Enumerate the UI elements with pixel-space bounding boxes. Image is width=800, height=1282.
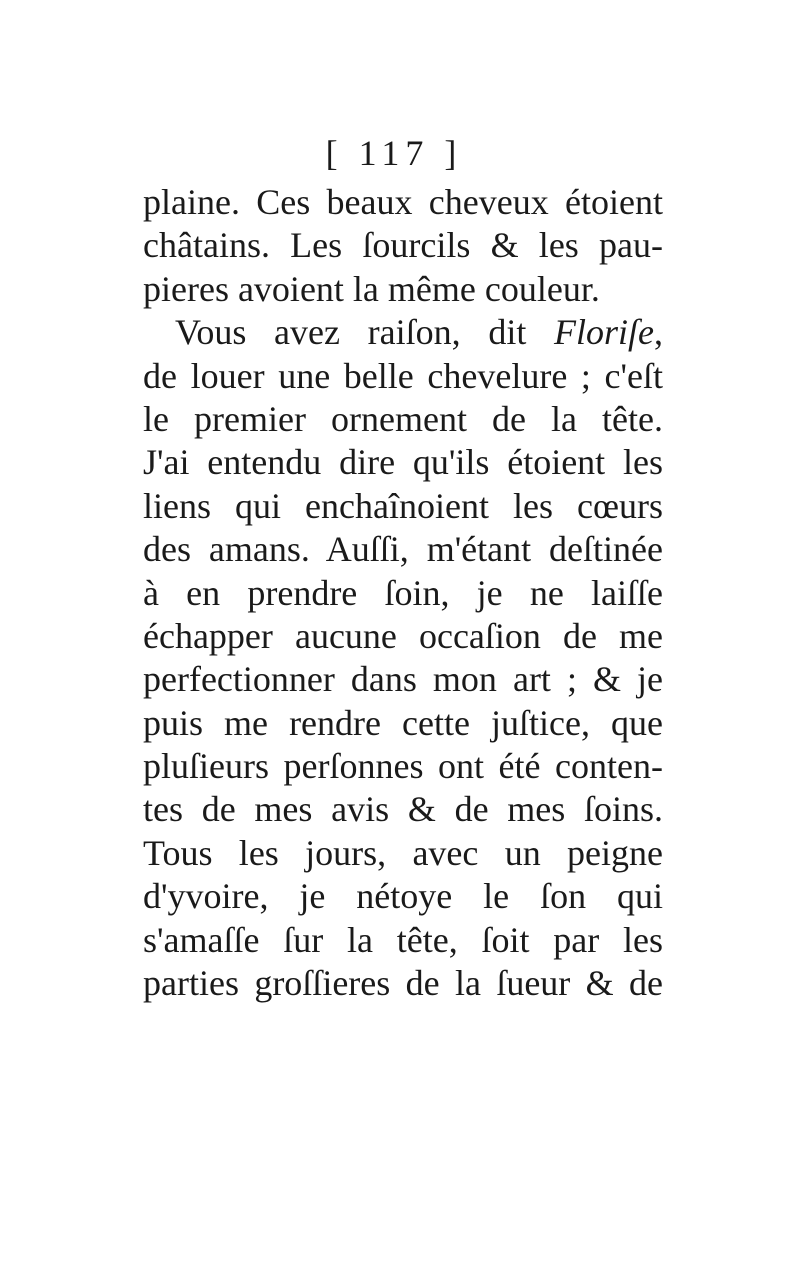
text-line: tes de mes avis & de mes ſoins. (143, 789, 663, 830)
text-line: puis me rendre cette juſtice, que (143, 702, 663, 743)
text-line: liens qui enchaînoient les cœurs (143, 485, 663, 526)
line-segment: , (654, 312, 663, 353)
text-line: à en prendre ſoin, je ne laiſſe (143, 572, 663, 613)
text-line: d'yvoire, je nétoye le ſon qui (143, 876, 663, 917)
text-line: parties groſſieres de la ſueur & de (143, 963, 663, 1004)
text-line: s'amaſſe ſur la tête, ſoit par les (143, 919, 663, 960)
text-line: pluſieurs perſonnes ont été conten- (143, 746, 663, 787)
text-line: le premier ornement de la tête. (143, 398, 663, 439)
text-line: châtains. Les ſourcils & les pau- (143, 225, 663, 266)
text-line: J'ai entendu dire qu'ils étoient les (143, 442, 663, 483)
text-line: perfectionner dans mon art ; & je (143, 659, 663, 700)
text-line: des amans. Auſſi, m'étant deſtinée (143, 529, 663, 570)
page-number: [ 117 ] (325, 133, 463, 173)
text-line: échapper aucune occaſion de me (143, 615, 663, 656)
text-line: pieres avoient la même couleur. (143, 268, 600, 309)
text-line: Tous les jours, avec un peigne (143, 832, 663, 873)
character-name: Floriſe (554, 312, 654, 353)
body-text (143, 181, 663, 1005)
text-line: plaine. Ces beaux cheveux étoient (143, 182, 663, 222)
text-line-paragraph-start (143, 311, 663, 354)
line-segment: Vous avez raiſon, dit (175, 312, 555, 353)
text-line: de louer une belle chevelure ; c'eſt (143, 355, 663, 396)
